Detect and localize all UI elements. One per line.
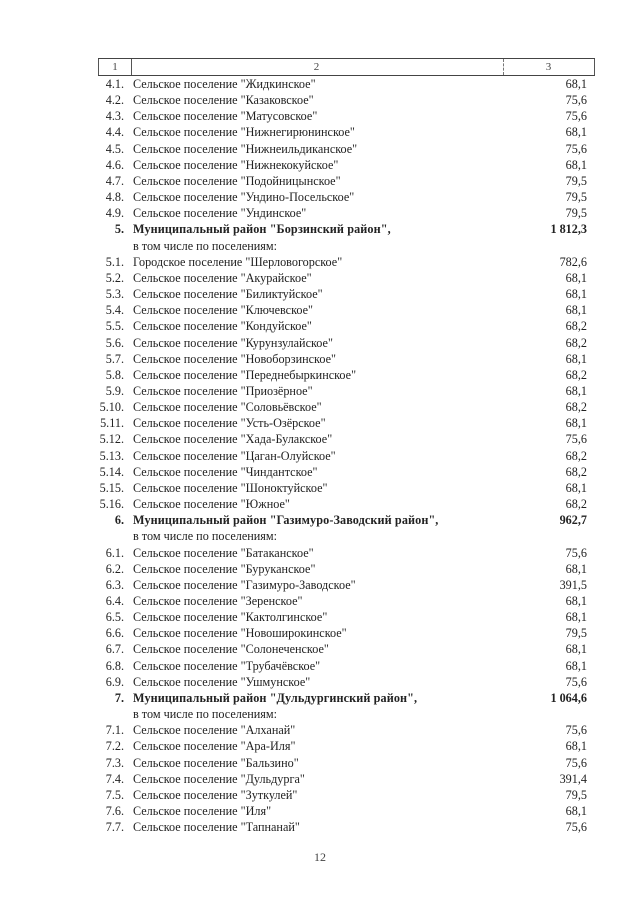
district-total-row: [98, 221, 595, 237]
row-number: 5.11.: [100, 416, 124, 431]
table-row: [98, 383, 595, 399]
row-number: 4.2.: [105, 93, 124, 108]
row-name: Сельское поселение "Ара-Иля": [133, 739, 296, 754]
page-number: 12: [314, 850, 326, 864]
row-number: 4.8.: [105, 190, 124, 205]
row-value: 68,1: [565, 610, 587, 625]
row-value: 391,5: [559, 577, 587, 592]
row-number: 6.5.: [105, 610, 124, 625]
row-name: Сельское поселение "Новоборзинское": [133, 351, 336, 366]
subheading-row: [98, 528, 595, 544]
table-row: [98, 335, 595, 351]
table-body: [98, 76, 595, 835]
table-row: [98, 480, 595, 496]
row-value: 68,1: [565, 157, 587, 172]
row-number: 5.13.: [99, 448, 124, 463]
row-value: 68,2: [565, 464, 587, 479]
table-row: [98, 609, 595, 625]
row-name: Муниципальный район "Борзинский район",: [133, 222, 391, 237]
row-name: Сельское поселение "Цаган-Олуйское": [133, 448, 336, 463]
row-value: 68,1: [565, 351, 587, 366]
row-name: Сельское поселение "Приозёрное": [133, 383, 313, 398]
table-row: [98, 674, 595, 690]
table-row: [98, 787, 595, 803]
row-number: 5.15.: [99, 480, 124, 495]
row-number: 6.3.: [105, 577, 124, 592]
row-number: 5.4.: [105, 303, 124, 318]
row-name: Городское поселение "Шерловогорское": [133, 254, 343, 269]
row-value: 75,6: [565, 545, 587, 560]
row-number: 7.4.: [105, 771, 124, 786]
row-value: 75,6: [565, 109, 587, 124]
row-number: 6.2.: [105, 561, 124, 576]
table-row: [98, 577, 595, 593]
row-number: 6.8.: [105, 658, 124, 673]
row-value: 68,1: [565, 658, 587, 673]
row-name: Сельское поселение "Кондуйское": [133, 319, 312, 334]
table-row: [98, 448, 595, 464]
row-number: 5.5.: [105, 319, 124, 334]
row-value: 68,1: [565, 383, 587, 398]
row-number: 6.7.: [105, 642, 124, 657]
row-number: 5.1.: [105, 254, 124, 269]
table-row: [98, 76, 595, 92]
row-name: Сельское поселение "Ключевское": [133, 303, 314, 318]
row-name: Сельское поселение "Алханай": [133, 723, 296, 738]
row-name: Сельское поселение "Кактолгинское": [133, 610, 328, 625]
table-row: [98, 625, 595, 641]
table-row: [98, 270, 595, 286]
row-name: Сельское поселение "Нижнекокуйское": [133, 157, 339, 172]
table-row: [98, 803, 595, 819]
row-number: 7.3.: [105, 755, 124, 770]
row-value: 391,4: [559, 771, 587, 786]
table-row: [98, 173, 595, 189]
row-number: 5.10.: [99, 400, 124, 415]
table-header: [98, 58, 595, 76]
row-value: 68,2: [565, 319, 587, 334]
row-number: 4.1.: [105, 77, 124, 91]
row-value: 962,7: [559, 513, 587, 528]
row-name: Сельское поселение "Иля": [133, 804, 272, 819]
row-number: 4.9.: [105, 206, 124, 221]
row-number: 5.16.: [99, 497, 124, 512]
row-number: 6.: [114, 513, 124, 528]
row-name: Сельское поселение "Шоноктуйское": [133, 480, 328, 495]
row-name: Сельское поселение "Подойницынское": [133, 173, 341, 188]
row-value: 75,6: [565, 432, 587, 447]
table-row: [98, 318, 595, 334]
table-row: [98, 722, 595, 738]
row-value: 782,6: [559, 254, 587, 269]
table-row: [98, 124, 595, 140]
row-name: Сельское поселение "Усть-Озёрское": [133, 416, 326, 431]
table-row: [98, 367, 595, 383]
row-number: 5.: [114, 222, 124, 237]
row-name: Сельское поселение "Акурайское": [133, 270, 312, 285]
row-value: 68,2: [565, 400, 587, 415]
row-value: 75,6: [565, 755, 587, 770]
row-number: 6.6.: [105, 626, 124, 641]
row-value: 1 812,3: [550, 222, 587, 237]
row-value: 68,2: [565, 335, 587, 350]
table-row: [98, 351, 595, 367]
table-row: [98, 189, 595, 205]
table-row: [98, 431, 595, 447]
row-value: 68,2: [565, 497, 587, 512]
table-row: [98, 108, 595, 124]
row-number: 4.6.: [105, 157, 124, 172]
table-row: [98, 755, 595, 771]
table-row: [98, 157, 595, 173]
row-name: Сельское поселение "Солонеченское": [133, 642, 329, 657]
table-row: [98, 302, 595, 318]
row-number: 5.7.: [105, 351, 124, 366]
row-number: 4.5.: [105, 141, 124, 156]
row-value: 68,1: [565, 270, 587, 285]
district-total-row: [98, 690, 595, 706]
row-name: Муниципальный район "Дульдургинский район",: [133, 690, 418, 705]
row-value: 68,1: [565, 125, 587, 140]
row-name: Сельское поселение "Жидкинское": [133, 77, 316, 91]
row-name: Сельское поселение "Переднебыркинское": [133, 367, 357, 382]
row-number: 5.8.: [105, 367, 124, 382]
row-name: Сельское поселение "Газимуро-Заводское": [133, 577, 356, 592]
row-value: 75,6: [565, 820, 587, 835]
row-value: 79,5: [565, 626, 587, 641]
column-header-3: 3: [503, 59, 595, 75]
row-name: Сельское поселение "Ундинское": [133, 206, 307, 221]
row-name: Сельское поселение "Новоширокинское": [133, 626, 347, 641]
table-row: [98, 641, 595, 657]
row-value: 75,6: [565, 141, 587, 156]
table-row: [98, 771, 595, 787]
row-name: в том числе по поселениям:: [133, 707, 277, 722]
row-name: Сельское поселение "Зеренское": [133, 594, 303, 608]
row-name: Сельское поселение "Казаковское": [133, 93, 314, 108]
row-value: 79,5: [565, 787, 587, 802]
table-row: [98, 415, 595, 431]
row-value: 68,2: [565, 448, 587, 463]
row-number: 5.12.: [99, 432, 124, 447]
row-number: 5.2.: [105, 270, 124, 285]
row-number: 7.: [114, 690, 124, 705]
row-number: 4.7.: [105, 173, 124, 188]
row-value: 68,2: [565, 367, 587, 382]
table-row: [98, 819, 595, 835]
row-name: Сельское поселение "Ушмунское": [133, 674, 311, 689]
table-row: [98, 561, 595, 577]
row-number: 5.6.: [105, 335, 124, 350]
row-number: 7.5.: [105, 787, 124, 802]
row-value: 75,6: [565, 723, 587, 738]
row-value: 75,6: [565, 93, 587, 108]
row-name: Сельское поселение "Чиндантское": [133, 464, 318, 479]
row-value: 68,1: [565, 416, 587, 431]
row-name: Сельское поселение "Бальзино": [133, 755, 299, 770]
column-header-2: 2: [130, 59, 504, 75]
row-name: Муниципальный район "Газимуро-Заводский район",: [133, 513, 439, 528]
row-value: 68,1: [565, 287, 587, 302]
row-name: в том числе по поселениям:: [133, 238, 277, 253]
table-row: [98, 286, 595, 302]
row-name: Сельское поселение "Хада-Булакское": [133, 432, 333, 447]
row-value: 79,5: [565, 190, 587, 205]
row-number: 7.2.: [105, 739, 124, 754]
table-row: [98, 545, 595, 561]
row-name: Сельское поселение "Зуткулей": [133, 787, 298, 802]
column-header-1: 1: [98, 59, 132, 75]
row-value: 79,5: [565, 173, 587, 188]
table-row: [98, 593, 595, 609]
row-value: 75,6: [565, 674, 587, 689]
table-row: [98, 254, 595, 270]
table-row: [98, 399, 595, 415]
row-name: Сельское поселение "Нижнеильдиканское": [133, 141, 358, 156]
row-number: 5.14.: [99, 464, 124, 479]
table-row: [98, 141, 595, 157]
row-value: 68,1: [565, 804, 587, 819]
row-name: Сельское поселение "Тапнанай": [133, 820, 300, 835]
subheading-row: [98, 238, 595, 254]
table-row: [98, 92, 595, 108]
row-name: Сельское поселение "Дульдурга": [133, 771, 305, 786]
row-value: 68,1: [565, 303, 587, 318]
row-number: 5.3.: [105, 287, 124, 302]
subheading-row: [98, 706, 595, 722]
row-name: Сельское поселение "Соловьёвское": [133, 400, 322, 415]
row-value: 79,5: [565, 206, 587, 221]
row-name: Сельское поселение "Ундино-Посельское": [133, 190, 355, 205]
row-number: 4.4.: [105, 125, 124, 140]
row-value: 68,1: [565, 561, 587, 576]
table-row: [98, 205, 595, 221]
row-number: 6.4.: [105, 594, 124, 608]
table-row: [98, 464, 595, 480]
table-row: [98, 738, 595, 754]
row-value: 68,1: [565, 594, 587, 608]
row-name: Сельское поселение "Нижнегирюнинское": [133, 125, 355, 140]
table-row: [98, 658, 595, 674]
row-value: 68,1: [565, 642, 587, 657]
row-name: Сельское поселение "Трубачёвское": [133, 658, 321, 673]
row-number: 6.1.: [105, 545, 124, 560]
row-name: Сельское поселение "Буруканское": [133, 561, 316, 576]
table-row: [98, 496, 595, 512]
row-value: 68,1: [565, 480, 587, 495]
row-number: 6.9.: [105, 674, 124, 689]
row-number: 4.3.: [105, 109, 124, 124]
row-name: Сельское поселение "Матусовское": [133, 109, 318, 124]
row-value: 68,1: [565, 739, 587, 754]
row-number: 7.1.: [105, 723, 124, 738]
row-value: 1 064,6: [550, 690, 587, 705]
row-name: Сельское поселение "Южное": [133, 497, 290, 512]
district-total-row: [98, 512, 595, 528]
row-name: Сельское поселение "Биликтуйское": [133, 287, 323, 302]
row-number: 7.7.: [105, 820, 124, 835]
row-name: Сельское поселение "Курунзулайское": [133, 335, 333, 350]
row-name: Сельское поселение "Батаканское": [133, 545, 314, 560]
row-number: 7.6.: [105, 804, 124, 819]
row-number: 5.9.: [105, 383, 124, 398]
row-value: 68,1: [565, 77, 587, 91]
row-name: в том числе по поселениям:: [133, 529, 277, 544]
